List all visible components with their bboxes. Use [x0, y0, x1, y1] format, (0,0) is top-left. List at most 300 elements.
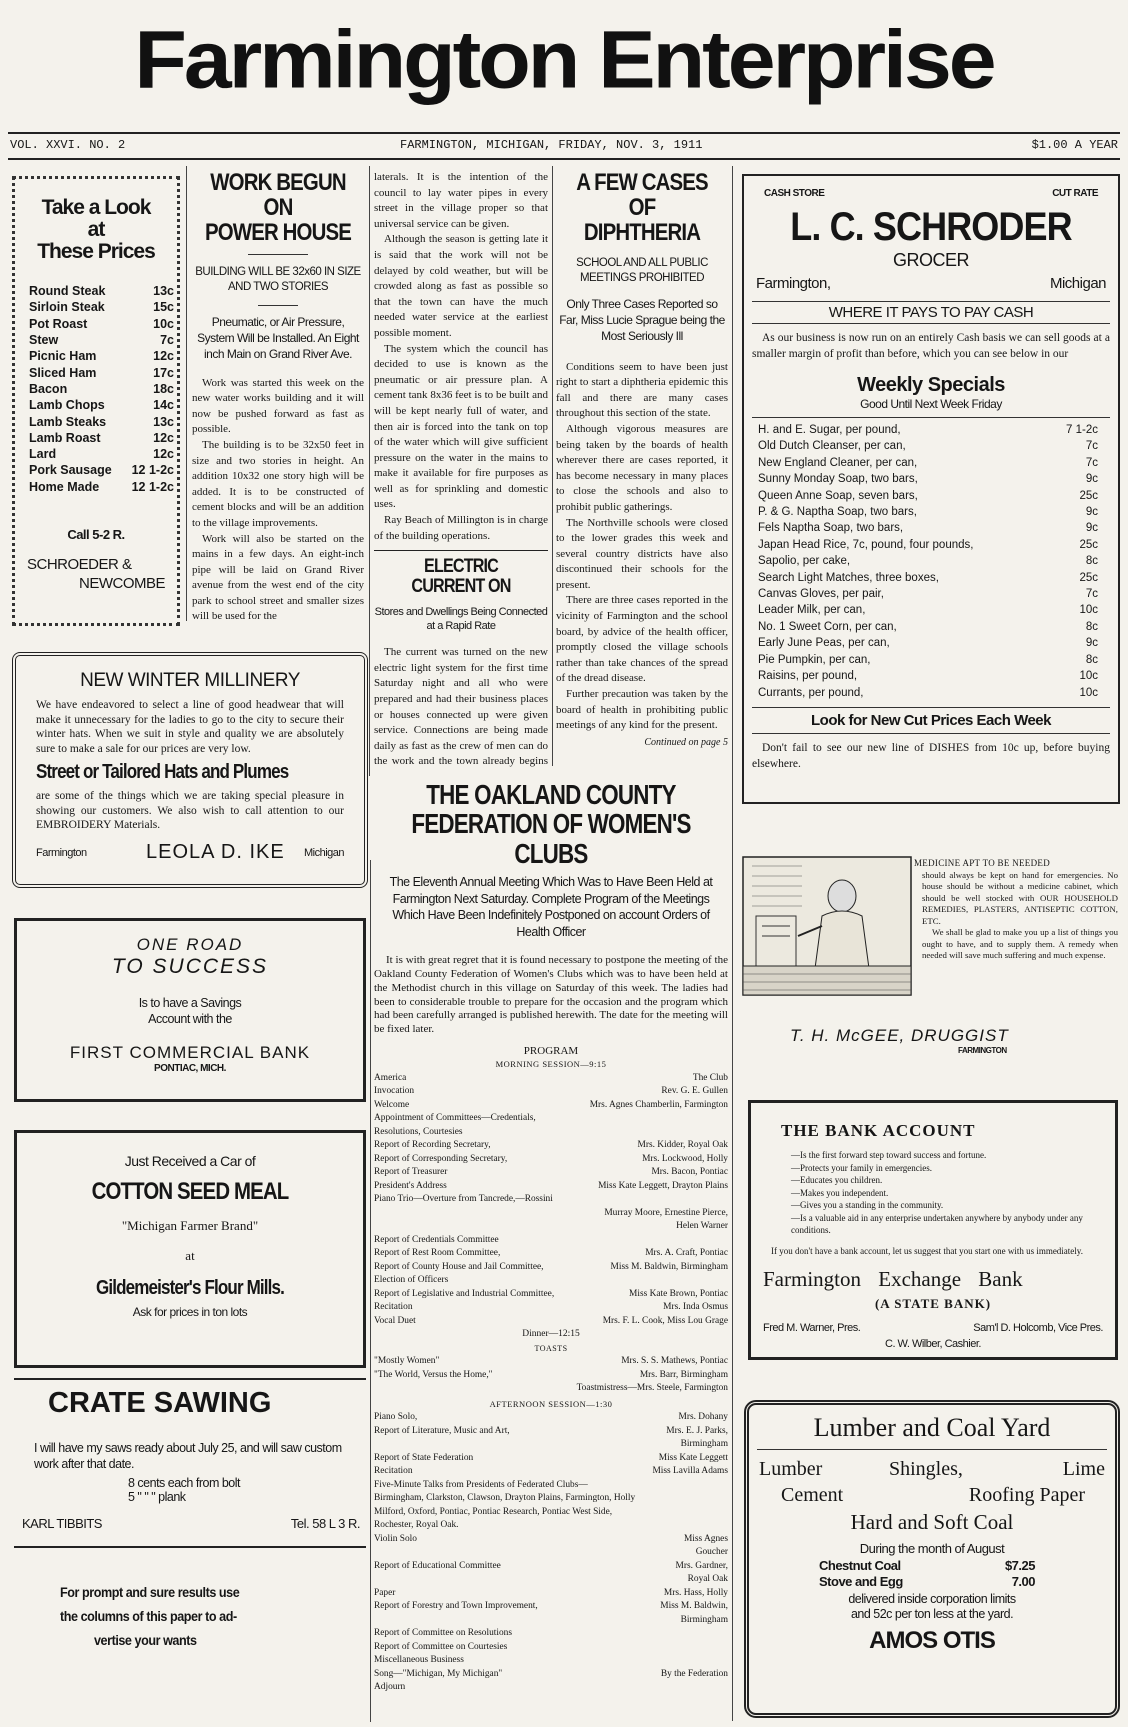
special-item-name: Currants, per pound,	[758, 686, 864, 699]
medicine-body: should always be kept on hand for emergencies. No house should be without a medicine cabinet, which should be well stocked with OUR HOUSEHOLD REMEDIES, PLASTERS, ANTISEPTIC COTTON, ETC.	[922, 869, 1118, 926]
subscription-price: $1.00 A YEAR	[1031, 138, 1118, 152]
program-row	[374, 1668, 728, 1682]
special-row	[758, 504, 1098, 520]
mcgee-name: T. H. McGEE, DRUGGIST	[790, 1026, 1009, 1045]
program-row	[374, 1627, 728, 1641]
special-item-price: 8c	[1085, 653, 1098, 666]
schroder-name: L. C. SCHRODER	[790, 205, 1072, 249]
price-row	[29, 283, 174, 299]
program-item: President's Address	[374, 1180, 447, 1191]
program-item: Five-Minute Talks from Presidents of Federated Clubs—	[374, 1479, 588, 1490]
special-item-name: Raisins, per pound,	[758, 670, 858, 683]
price-item-value: 7c	[160, 333, 174, 348]
cotton-line-1: Just Received a Car of	[124, 1153, 256, 1169]
special-row	[758, 652, 1098, 668]
program-item: Report of Recording Secretary,	[374, 1140, 491, 1151]
federation-deck: The Eleventh Annual Meeting Which Was to Have Been Held at Farmington Next Saturday. Complete Program of the Meetings Which Have Been Indefinitely Postponed on account Orders of Health Officer	[389, 875, 713, 939]
price-item-name: Pot Roast	[29, 316, 88, 331]
price-row	[29, 299, 174, 315]
exchange-bank-sub: (A STATE BANK)	[874, 1295, 992, 1311]
special-row	[758, 685, 1098, 701]
price-item-name: Round Steak	[29, 284, 106, 299]
special-item-name: Canvas Gloves, per pair,	[758, 588, 884, 601]
program-item: Report of State Federation	[374, 1452, 474, 1463]
program-item: Appointment of Committees—Credentials, Resolutions, Courtesies	[374, 1113, 536, 1137]
lumber-delivered: delivered inside corporation limits and 52c per ton less at the yard.	[848, 1592, 1016, 1621]
bank-benefit: —Makes you independent.	[791, 1187, 889, 1198]
masthead	[0, 0, 1128, 130]
program-row	[374, 1587, 728, 1601]
federation-head-2: FEDERATION OF WOMEN'S CLUBS	[411, 808, 691, 869]
crate-body: I will have my saws ready about July 25, and will saw custom work after that date.	[34, 1441, 342, 1472]
special-item-name: Fels Naptha Soap, two bars,	[758, 522, 904, 535]
millinery-title: NEW WINTER MILLINERY	[80, 670, 300, 691]
diphtheria-body-4: There are three cases reported in the vicinity of Farmington and the school board, by advice of the health officer, promptly closed the village schools rather than take chances of the spread of the dread disease.	[556, 594, 728, 685]
powerhouse-cont-2: Although the season is getting late it is said that the work will not be delayed by cold weather, but will be crowded along as fast as possible so that the town can have the much needed water service at the earliest possible moment.	[374, 233, 548, 339]
program-presenter: Miss M. Baldwin, Birmingham	[610, 1261, 728, 1272]
special-item-price: 7 1-2c	[1066, 424, 1098, 436]
special-item-price: 8c	[1085, 555, 1098, 568]
shingles-word: Shingles,	[889, 1458, 963, 1480]
program-row	[374, 1382, 728, 1396]
lime-word: Lime	[1062, 1458, 1105, 1480]
crate-phone: Tel. 58 L 3 R.	[290, 1516, 360, 1532]
special-row	[758, 570, 1098, 586]
price-row	[29, 479, 174, 495]
bank-name: FIRST COMMERCIAL BANK	[69, 1043, 311, 1062]
cotton-line-2: COTTON SEED MEAL	[91, 1178, 289, 1205]
millinery-hats: Street or Tailored Hats and Plumes	[36, 761, 289, 783]
program-item: Miscellaneous Business	[374, 1655, 464, 1666]
program-item: Report of Committee on Resolutions	[374, 1628, 513, 1639]
program-row	[374, 1411, 728, 1425]
lumber-title: Lumber and Coal Yard	[813, 1413, 1051, 1442]
schroder-cut-rate: CUT RATE	[1052, 188, 1098, 199]
program-presenter: Mrs. Barr, Birmingham	[639, 1369, 728, 1380]
lumber-word: Lumber	[759, 1458, 823, 1480]
electric-deck: Stores and Dwellings Being Connected at a Rapid Rate	[374, 606, 548, 633]
chestnut-coal: Chestnut Coal	[819, 1558, 901, 1573]
price-item-name: Lamb Chops	[29, 398, 105, 413]
program-presenter: Murray Moore, Ernestine Pierce, Helen Warner	[604, 1207, 728, 1232]
roofing-word: Roofing Paper	[968, 1484, 1085, 1506]
bank-account-title: THE BANK ACCOUNT	[781, 1121, 976, 1140]
weekly-specials-list	[758, 422, 1098, 701]
diphtheria-body-3: The Northville schools were closed to the lower grades this week and several country districts have also discontinued their schools for the present.	[556, 516, 728, 591]
diphtheria-head-2: OF DIPHTHERIA	[583, 194, 701, 247]
price-row	[29, 414, 174, 430]
price-item-name: Sliced Ham	[29, 365, 97, 380]
bank-vice-president: Sam'l D. Holcomb, Vice Pres.	[973, 1321, 1103, 1334]
program-row	[374, 1085, 728, 1099]
price-item-value: 17c	[153, 365, 174, 380]
special-item-price: 7c	[1085, 456, 1098, 469]
lumber-coal-ad	[744, 1400, 1120, 1718]
price-item-name: Sirloin Steak	[29, 300, 105, 315]
program-item: Violin Solo	[374, 1533, 417, 1544]
powerhouse-deck-2: Pneumatic, or Air Pressure, System Will be Installed. An Eight inch Main on Grand River Ave.	[197, 314, 359, 361]
price-item-name: Picnic Ham	[29, 349, 97, 364]
program-row	[374, 1180, 728, 1194]
powerhouse-body-2: The building is to be 32x50 feet in size and two stories in height. An addition 10x32 one story high will be added. It is to be constructed of cement blocks and will be an addition to the village improvements.	[192, 438, 364, 529]
program-row	[374, 1153, 728, 1167]
bank-savings-text: Is to have a Savings Account with the	[138, 996, 242, 1026]
electric-body: The current was turned on the new electric light system for the first time Saturday night and all who were prepared and had their business places or houses connected up were given service. Connections are being made daily as fast as the crew of men can do the work and the town already begins	[374, 646, 548, 768]
program-presenter: Toastmistress—Mrs. Steele, Farmington	[576, 1383, 728, 1394]
program-row	[374, 1072, 728, 1086]
stove-coal: Stove and Egg	[819, 1574, 903, 1589]
program-row	[374, 1355, 728, 1369]
morning-session: MORNING SESSION—9:15	[495, 1059, 607, 1070]
program-row	[374, 1315, 728, 1329]
program-row	[374, 1288, 728, 1302]
volume-number: VOL. XXVI. NO. 2	[10, 138, 126, 152]
program-presenter: Mrs. S. S. Mathews, Pontiac	[621, 1356, 728, 1367]
cotton-line-5: Gildemeister's Flour Mills.	[96, 1277, 284, 1300]
afternoon-program	[374, 1411, 728, 1695]
price-item-value: 12c	[153, 430, 174, 445]
bank-one-road: ONE ROAD	[136, 935, 244, 954]
program-row	[374, 1479, 728, 1493]
federation-article	[374, 780, 728, 1720]
program-item: Welcome	[374, 1099, 410, 1110]
program-presenter: Miss Kate Leggett, Drayton Plains	[598, 1180, 728, 1191]
special-item-price: 9c	[1085, 637, 1098, 650]
program-row	[374, 1166, 728, 1180]
prices-title-3: These Prices	[37, 240, 155, 264]
program-row	[374, 1425, 728, 1452]
first-commercial-bank-ad	[14, 918, 366, 1102]
schroder-look-for: Look for New Cut Prices Each Week	[811, 711, 1051, 729]
program-row	[374, 1533, 728, 1560]
medicine-body-2: We shall be glad to make you up a list of things you ought to have, and to supply them. A remedy when needed will save much suffering and much expense.	[922, 927, 1118, 960]
price-item-value: 14c	[153, 398, 174, 413]
dinner-time: Dinner—12:15	[522, 1329, 580, 1340]
column-rule	[552, 166, 553, 766]
program-row	[374, 1207, 728, 1234]
price-item-name: Stew	[29, 333, 59, 348]
folio-line	[10, 138, 1118, 156]
coal-word: Hard and Soft Coal	[850, 1510, 1014, 1534]
newspaper-title: Farmington Enterprise	[134, 14, 994, 106]
special-item-name: Japan Head Rice, 7c, pound, four pounds,	[758, 538, 974, 551]
price-item-value: 18c	[153, 381, 174, 396]
powerhouse-head-1: WORK BEGUN ON	[210, 170, 346, 222]
program-presenter: Rev. G. E. Gullen	[661, 1086, 728, 1097]
electric-head: ELECTRIC CURRENT ON	[411, 556, 511, 598]
schroder-grocer: GROCER	[892, 250, 969, 270]
bank-benefit: —Is the first forward step toward success and fortune.	[791, 1150, 987, 1160]
program-item: "Mostly Women"	[374, 1356, 440, 1367]
prices-ad	[12, 176, 180, 626]
program-item: Recitation	[374, 1302, 413, 1313]
special-row	[758, 422, 1098, 438]
program-row	[374, 1261, 728, 1275]
chestnut-price: $7.25	[1004, 1558, 1035, 1573]
bank-account-benefits	[791, 1149, 1115, 1237]
special-item-name: Queen Anne Soap, seven bars,	[758, 489, 918, 502]
powerhouse-cont-3: The system which the council has decided to use is known as the pneumatic or air pressure plan. A cement tank 8x36 feet is to be built and will be kept nearly full of water, and then air is forced into the tank on top of the water which will give sufficient pressure on the water in the mains to make it available for fire purposes as well as for sprinkling and domestic uses.	[374, 342, 548, 511]
program-presenter: Mrs. Kidder, Royal Oak	[637, 1140, 728, 1151]
price-item-name: Lard	[29, 447, 57, 462]
price-item-value: 12c	[153, 349, 174, 364]
program-row	[374, 1247, 728, 1261]
bank-to-success: TO SUCCESS	[111, 955, 269, 978]
diphtheria-deck-2: Only Three Cases Reported so Far, Miss Lucie Sprague being the Most Seriously Ill	[559, 296, 725, 343]
program-row	[374, 1234, 728, 1248]
special-item-name: Early June Peas, per can,	[758, 637, 890, 650]
program-item: Election of Officers	[374, 1275, 449, 1286]
price-row	[29, 462, 174, 478]
crate-rate-2: 5 " " " plank	[128, 1490, 186, 1505]
program-item: Report of Educational Committee	[374, 1560, 501, 1571]
program-item: Report of Forestry and Town Improvement,	[374, 1601, 538, 1612]
program-item: Paper	[374, 1587, 396, 1598]
program-presenter	[652, 1681, 728, 1695]
program-presenter: Mrs. Hass, Holly	[663, 1587, 728, 1598]
price-item-value: 12c	[153, 447, 174, 462]
diphtheria-head-1: A FEW CASES	[576, 170, 708, 196]
crate-sawing-ad	[14, 1378, 366, 1554]
special-item-price: 9c	[1085, 473, 1098, 486]
program-item: America	[374, 1072, 407, 1083]
price-item-name: Pork Sausage	[29, 463, 112, 478]
price-item-value: 12 1-2c	[131, 463, 174, 478]
schroder-good-until: Good Until Next Week Friday	[860, 397, 1002, 411]
program-row	[374, 1274, 728, 1288]
special-row	[758, 471, 1098, 487]
program-item: Song—"Michigan, My Michigan"	[374, 1668, 503, 1679]
program-item: Piano Solo,	[374, 1412, 418, 1423]
program-presenter: Mrs. Gardner, Royal Oak	[675, 1560, 728, 1585]
program-presenter: Miss Kate Leggett	[658, 1452, 728, 1463]
special-item-price: 25c	[1079, 538, 1098, 551]
crate-name: KARL TIBBITS	[22, 1516, 102, 1532]
prices-title-2: at	[87, 218, 105, 242]
prompt-line-3: vertise your wants	[94, 1632, 197, 1648]
lumber-owner: AMOS OTIS	[869, 1627, 995, 1654]
federation-body: It is with great regret that it is found necessary to postpone the meeting of the Oakland County Federation of Women's Clubs which was to have been held at the Methodist church in this village on Saturday of this week. The ladies had been to considerable trouble to prepare for the occasion and the program which had been carefully arranged is published herewith. The date for the meeting will be fixed later.	[374, 954, 728, 1036]
program-row	[374, 1560, 728, 1587]
diphtheria-body-2: Although vigorous measures are being taken by the boards of health wherever there are cases reported, it has become necessary in many places to close the schools and also to prohibit public gatherings.	[556, 422, 728, 513]
powerhouse-deck-1: BUILDING WILL BE 32x60 IN SIZE AND TWO STORIES	[195, 265, 361, 293]
millinery-body-2: are some of the things which we are taking special pleasure in showing our customers. We also wish to call attention to our EMBROIDERY Materials.	[36, 790, 344, 831]
program-row	[374, 1641, 728, 1655]
special-item-name: Sunny Monday Soap, two bars,	[758, 473, 918, 486]
special-item-price: 10c	[1079, 686, 1098, 699]
price-item-value: 12 1-2c	[131, 479, 174, 494]
special-item-price: 8c	[1085, 620, 1098, 633]
federation-head-1: THE OAKLAND COUNTY	[426, 780, 676, 810]
price-item-value: 13c	[153, 414, 174, 429]
diphtheria-body-1: Conditions seem to have been just right to start a diphtheria epidemic this fall and there are many cases throughout this section of the state.	[556, 360, 728, 420]
special-item-price: 9c	[1085, 522, 1098, 535]
program-row	[374, 1301, 728, 1315]
bank-benefit: —Is a valuable aid in any enterprise undertaken anywhere by anybody under any conditions.	[791, 1212, 1083, 1235]
special-item-name: No. 1 Sweet Corn, per can,	[758, 620, 897, 633]
program-item: Report of Legislative and Industrial Committee,	[374, 1288, 555, 1299]
powerhouse-body-1: Work was started this week on the new water works building and it will now be pushed forward as fast as possible.	[192, 376, 364, 436]
program-item: Recitation	[374, 1466, 413, 1477]
special-row	[758, 635, 1098, 651]
cotton-line-3: "Michigan Farmer Brand"	[121, 1218, 259, 1234]
special-row	[758, 537, 1098, 553]
medicine-head: MEDICINE APT TO BE NEEDED	[914, 858, 1051, 868]
special-item-name: Sapolio, per cake,	[758, 555, 851, 568]
program-row	[374, 1139, 728, 1153]
program-presenter	[583, 1193, 728, 1207]
powerhouse-cont-4: Ray Beach of Millington is in charge of the building operations.	[374, 514, 548, 542]
stove-price: 7.00	[1011, 1574, 1035, 1589]
special-item-name: Pie Pumpkin, per can,	[758, 653, 871, 666]
price-item-value: 15c	[153, 300, 174, 315]
powerhouse-cont-1: laterals. It is the intention of the council to lay water pipes in every street in the village proper so that universal service can be given.	[374, 171, 548, 230]
program-row	[374, 1112, 728, 1139]
special-item-price: 10c	[1079, 670, 1098, 683]
price-row	[29, 397, 174, 413]
special-item-name: H. and E. Sugar, per pound,	[758, 424, 901, 436]
masthead-rule	[8, 132, 1120, 134]
exchange-bank-ad	[748, 1100, 1118, 1360]
special-item-name: Old Dutch Cleanser, per can,	[758, 440, 906, 453]
column-rule	[732, 166, 733, 1721]
folio-rule	[8, 158, 1120, 160]
exchange-bank-name: Farmington Exchange Bank	[763, 1266, 1023, 1291]
bank-town: PONTIAC, MICH.	[154, 1063, 226, 1074]
schroder-specials-title: Weekly Specials	[857, 374, 1005, 396]
crate-rate-1: 8 cents each from bolt	[128, 1476, 240, 1491]
schroder-town: Farmington,	[756, 275, 831, 292]
special-row	[758, 455, 1098, 471]
mcgee-ad	[740, 854, 1120, 1064]
price-item-value: 10c	[153, 316, 174, 331]
toasts-title: TOASTS	[534, 1343, 568, 1353]
schroder-cash-store: CASH STORE	[764, 188, 825, 199]
diphtheria-deck-1: SCHOOL AND ALL PUBLIC MEETINGS PROHIBITED	[576, 256, 708, 284]
program-presenter	[652, 1654, 728, 1668]
program-row	[374, 1600, 728, 1627]
special-row	[758, 438, 1098, 454]
price-item-name: Lamb Steaks	[29, 414, 107, 429]
program-item: "The World, Versus the Home,"	[374, 1369, 493, 1380]
program-item: Report of Corresponding Secretary,	[374, 1153, 508, 1164]
program-item: Report of Treasurer	[374, 1167, 448, 1178]
diphtheria-body-5: Further precaution was taken by the board of health in prohibiting public meetings of any kind for the present.	[556, 688, 728, 732]
special-row	[758, 553, 1098, 569]
program-item: Report of Credentials Committee	[374, 1234, 499, 1245]
program-presenter: Miss Kate Brown, Pontiac	[629, 1288, 728, 1299]
program-presenter: Mrs. Dohany	[678, 1412, 728, 1423]
cotton-line-4: at	[185, 1248, 195, 1264]
program-row	[374, 1465, 728, 1479]
lumber-during: During the month of August	[859, 1541, 1005, 1556]
price-row	[29, 381, 174, 397]
bank-suggestion: If you don't have a bank account, let us suggest that you start one with us immediately.	[771, 1245, 1083, 1256]
special-row	[758, 586, 1098, 602]
price-row	[29, 365, 174, 381]
program-presenter	[583, 1274, 728, 1288]
program-row	[374, 1681, 728, 1695]
schroder-dishes: Don't fail to see our new line of DISHES from 10c up, before buying elsewhere.	[752, 741, 1110, 770]
special-row	[758, 619, 1098, 635]
program-row	[374, 1492, 728, 1533]
special-item-price: 7c	[1085, 440, 1098, 453]
program-presenter: Miss Agnes Goucher	[683, 1533, 728, 1558]
special-item-price: 25c	[1079, 571, 1098, 584]
millinery-name: LEOLA D. IKE	[146, 840, 285, 863]
program-item	[374, 1207, 583, 1234]
program-row	[374, 1452, 728, 1466]
price-item-value: 13c	[153, 284, 174, 299]
program-presenter: Mrs. A. Craft, Pontiac	[645, 1248, 728, 1259]
special-item-name: Leader Milk, per can,	[758, 604, 866, 617]
bank-president: Fred M. Warner, Pres.	[763, 1321, 861, 1334]
pharmacist-illustration	[742, 856, 912, 996]
powerhouse-head-2: POWER HOUSE	[205, 219, 351, 247]
program-item: Report of Committee on Courtesies	[374, 1641, 508, 1652]
special-row	[758, 602, 1098, 618]
powerhouse-body-3: Work will also be started on the mains in a few days. An eight-inch pipe will be laid on Grand River avenue from the west end of the city park to school street and smaller sizes will be used for the	[192, 532, 364, 623]
price-row	[29, 348, 174, 364]
crate-title: CRATE SAWING	[48, 1387, 272, 1419]
price-row	[29, 316, 174, 332]
special-row	[758, 668, 1098, 684]
program-item: Report of Literature, Music and Art,	[374, 1425, 510, 1436]
powerhouse-continued	[374, 170, 548, 770]
schroder-slogan: WHERE IT PAYS TO PAY CASH	[828, 304, 1034, 321]
prompt-results-ad	[60, 1580, 360, 1700]
morning-program	[374, 1072, 728, 1329]
program-item: Birmingham, Clarkston, Clawson, Drayton Plains, Farmington, Holly Milford, Oxford, Pontiac, Pontiac Research, Pontiac West Side, Rochester, Royal Oak.	[374, 1493, 636, 1531]
price-item-name: Lamb Roast	[29, 430, 101, 445]
program-title: PROGRAM	[523, 1044, 579, 1057]
millinery-town: Farmington	[36, 846, 87, 859]
powerhouse-article	[192, 170, 364, 625]
diphtheria-article	[556, 170, 728, 770]
program-item: Invocation	[374, 1086, 415, 1097]
program-item: Vocal Duet	[374, 1315, 416, 1326]
special-item-name: New England Cleaner, per can,	[758, 456, 918, 469]
bank-benefit: —Protects your family in emergencies.	[791, 1162, 933, 1173]
program-presenter: Mrs. Bacon, Pontiac	[651, 1167, 728, 1178]
program-presenter	[652, 1492, 728, 1533]
prices-phone: Call 5-2 R.	[67, 527, 125, 542]
price-row	[29, 430, 174, 446]
bank-cashier: C. W. Wilber, Cashier.	[885, 1337, 981, 1350]
program-presenter: By the Federation	[660, 1668, 728, 1679]
program-presenter	[583, 1234, 728, 1248]
special-row	[758, 488, 1098, 504]
special-item-name: P. & G. Naptha Soap, two bars,	[758, 506, 917, 519]
afternoon-session: AFTERNOON SESSION—1:30	[489, 1398, 613, 1409]
schroder-intro: As our business is now run on an entirely Cash basis we can sell goods at a smaller margin of profit than before, which you can see below in our	[752, 332, 1110, 360]
bank-benefit: —Educates you children.	[791, 1175, 883, 1185]
program-item	[374, 1382, 534, 1396]
price-list	[29, 283, 174, 495]
program-presenter: Mrs. Agnes Chamberlin, Farmington	[589, 1099, 728, 1110]
program-presenter	[652, 1641, 728, 1655]
program-presenter	[652, 1627, 728, 1641]
program-presenter: Mrs. Inda Osmus	[663, 1302, 728, 1313]
program-row	[374, 1099, 728, 1113]
program-presenter: Mrs. F. L. Cook, Miss Lou Grage	[602, 1315, 728, 1326]
millinery-state: Michigan	[303, 846, 344, 859]
program-item: Piano Trio—Overture from Tancrede,—Rossini	[374, 1194, 553, 1205]
price-item-name: Bacon	[29, 381, 68, 396]
program-row	[374, 1369, 728, 1383]
prices-firm-1: SCHROEDER &	[27, 556, 132, 573]
price-item-name: Home Made	[29, 479, 100, 494]
